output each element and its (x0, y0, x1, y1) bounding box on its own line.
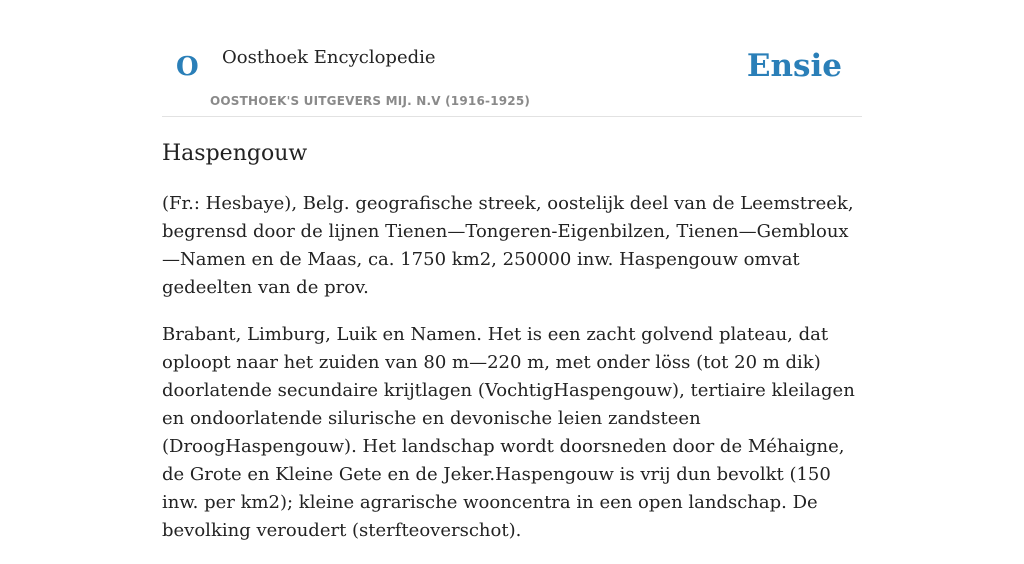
book-logo[interactable]: O (176, 52, 199, 82)
article (162, 138, 862, 564)
article-paragraph: (Fr.: Hesbaye), Belg. geografische streek, oostelijk deel van de Leemstreek, begrensd door de lijnen Tienen—Tongeren-Eigenbilzen, Tienen—Gembloux—Namen en de Maas, ca. 1750 km2, 250000 inw. Haspengouw omvat gedeelten van de prov. (162, 193, 854, 298)
article-paragraph: Brabant, Limburg, Luik en Namen. Het is een zacht golvend plateau, dat oploopt naar het zuiden van 80 m—220 m, met onder löss (tot 20 m dik) doorlatende secundaire krijtlagen (VochtigHaspengouw), tertiaire kleilagen en ondoorlatende silurische en devonische leien zandsteen (DroogHaspengouw). Het landschap wordt doorsneden door de Méhaigne, de Grote en Kleine Gete en de Jeker.Haspengouw is vrij dun bevolkt (150 inw. per km2); kleine agrarische wooncentra in een open landschap. De bevolking veroudert (sterfteoverschot). (162, 324, 855, 541)
site-header (162, 40, 862, 117)
publisher-label: OOSTHOEK'S UITGEVERS MIJ. N.V (1916-1925) (210, 94, 531, 108)
ensie-logo-link[interactable]: Ensie (746, 48, 842, 84)
book-title[interactable]: Oosthoek Encyclopedie (222, 47, 436, 68)
article-title: Haspengouw (162, 141, 308, 166)
